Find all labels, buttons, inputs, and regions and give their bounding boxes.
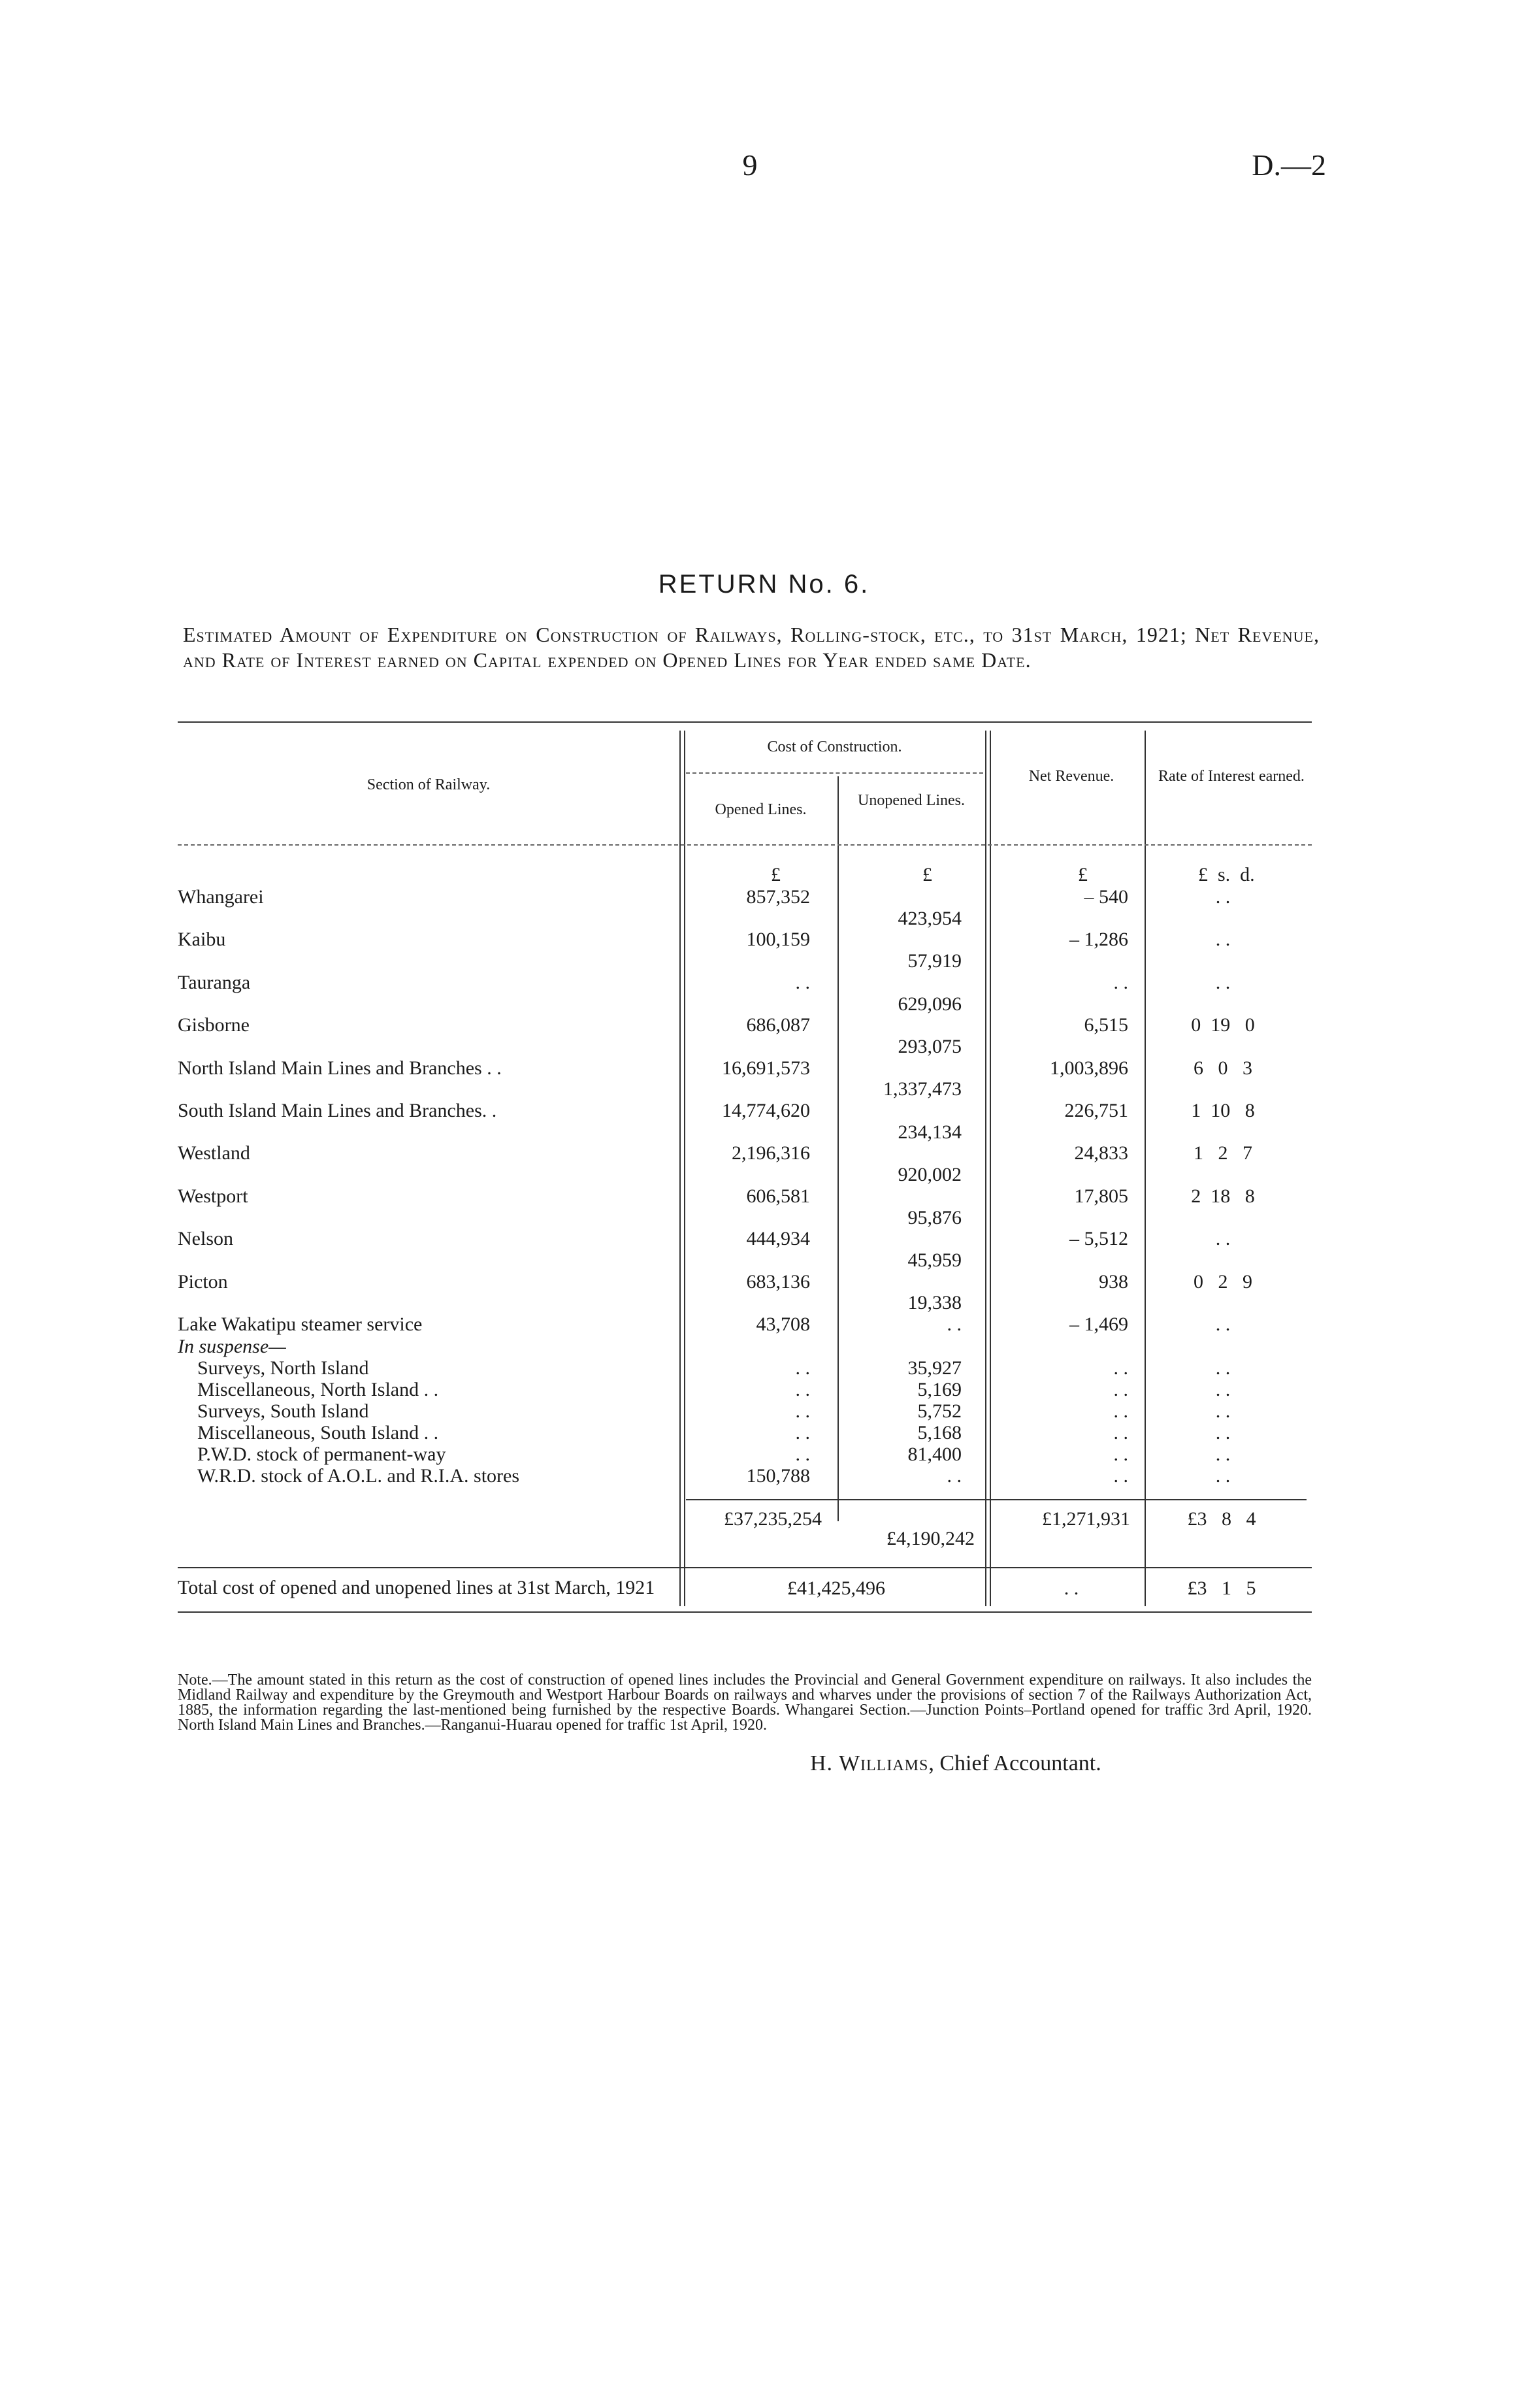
row-opened-lines: 686,087 <box>746 1014 810 1036</box>
row-unopened-lines: 1,337,473 <box>883 1078 962 1100</box>
row-section-label: Picton <box>178 1270 228 1293</box>
row-section-label: North Island Main Lines and Branches . . <box>178 1057 502 1079</box>
row-section-label: Gisborne <box>178 1014 250 1036</box>
row-rate-of-interest: . . <box>1215 1443 1231 1465</box>
grand-total-net: . . <box>1064 1577 1079 1599</box>
total-rate: £3 8 4 <box>1187 1508 1256 1530</box>
table-row <box>178 1228 1288 1249</box>
row-section-label: Surveys, North Island <box>197 1357 369 1379</box>
table-row <box>178 886 1288 908</box>
row-net-revenue: – 5,512 <box>1069 1228 1128 1250</box>
row-net-revenue: – 1,469 <box>1069 1313 1128 1335</box>
row-rate-of-interest: . . <box>1215 1357 1231 1379</box>
row-opened-lines: . . <box>795 1443 810 1465</box>
row-opened-lines: 150,788 <box>746 1465 810 1487</box>
row-opened-lines: . . <box>795 1400 810 1422</box>
row-unopened-lines: 81,400 <box>907 1443 962 1465</box>
table-row <box>178 1057 1288 1079</box>
table-row <box>178 1313 1288 1335</box>
row-opened-lines: 43,708 <box>756 1313 810 1335</box>
total-opened: £37,235,254 <box>724 1508 822 1530</box>
row-unopened-lines: . . <box>947 1465 962 1487</box>
suspense-row <box>178 1357 1288 1379</box>
row-net-revenue: 17,805 <box>1074 1185 1128 1207</box>
signature-title: , Chief Accountant. <box>928 1751 1101 1775</box>
row-section-label: W.R.D. stock of A.O.L. and R.I.A. stores <box>197 1465 520 1487</box>
unit-unopened: £ <box>922 864 932 885</box>
row-section-label: Surveys, South Island <box>197 1400 369 1422</box>
row-net-revenue: 1,003,896 <box>1050 1057 1128 1079</box>
row-rate-of-interest: . . <box>1215 1228 1231 1250</box>
table-row <box>178 1036 1288 1057</box>
row-unopened-lines: 293,075 <box>898 1035 962 1057</box>
table-row <box>178 1164 1288 1185</box>
document-reference: D.—2 <box>1252 148 1326 182</box>
total-unopened: £4,190,242 <box>886 1528 975 1549</box>
suspense-row <box>178 1465 1288 1487</box>
suspense-row <box>178 1400 1288 1422</box>
row-unopened-lines: 234,134 <box>898 1121 962 1143</box>
row-opened-lines: 606,581 <box>746 1185 810 1207</box>
table-row <box>178 1014 1288 1036</box>
table-row <box>178 1100 1288 1121</box>
row-unopened-lines: 19,338 <box>907 1292 962 1314</box>
grand-total-value: £41,425,496 <box>787 1577 885 1599</box>
row-rate-of-interest: 2 18 8 <box>1191 1185 1255 1207</box>
row-opened-lines: 100,159 <box>746 929 810 951</box>
row-opened-lines: . . <box>795 971 810 993</box>
row-rate-of-interest: . . <box>1215 971 1231 993</box>
row-section-label: Westport <box>178 1185 248 1207</box>
row-net-revenue: . . <box>1113 1357 1128 1379</box>
row-unopened-lines: 5,169 <box>917 1379 962 1400</box>
row-unopened-lines: 95,876 <box>907 1206 962 1229</box>
header-net-revenue: Net Revenue. <box>1028 768 1114 785</box>
row-unopened-lines: 45,959 <box>907 1249 962 1271</box>
row-net-revenue: . . <box>1113 1443 1128 1465</box>
row-opened-lines: . . <box>795 1422 810 1443</box>
row-rate-of-interest: . . <box>1215 1422 1231 1443</box>
row-rate-of-interest: 1 2 7 <box>1194 1142 1252 1164</box>
row-section-label: Westland <box>178 1142 250 1164</box>
grand-total-rate: £3 1 5 <box>1187 1577 1256 1599</box>
row-opened-lines: 444,934 <box>746 1228 810 1250</box>
row-net-revenue: 226,751 <box>1064 1100 1128 1121</box>
table-row <box>178 1207 1288 1229</box>
header-bottom-rule <box>178 844 1312 846</box>
row-section-label: Whangarei <box>178 886 264 908</box>
table-row <box>178 1271 1288 1293</box>
grand-total-rule <box>178 1567 1312 1568</box>
row-opened-lines: 2,196,316 <box>732 1142 810 1164</box>
row-net-revenue: . . <box>1113 1400 1128 1422</box>
row-rate-of-interest: 0 19 0 <box>1191 1014 1255 1036</box>
header-section: Section of Railway. <box>366 776 491 793</box>
table-row <box>178 1142 1288 1164</box>
row-rate-of-interest: 6 0 3 <box>1194 1057 1252 1079</box>
row-section-label: Kaibu <box>178 929 226 951</box>
suspense-row <box>178 1443 1288 1465</box>
row-rate-of-interest: 0 2 9 <box>1194 1270 1252 1293</box>
row-net-revenue: 24,833 <box>1074 1142 1128 1164</box>
header-rule <box>686 772 983 774</box>
suspense-heading: In suspense— <box>178 1336 286 1357</box>
total-net: £1,271,931 <box>1042 1508 1130 1530</box>
row-net-revenue: . . <box>1113 1379 1128 1400</box>
row-rate-of-interest: 1 10 8 <box>1191 1100 1255 1121</box>
row-net-revenue: . . <box>1113 1422 1128 1443</box>
table-top-rule <box>178 721 1312 723</box>
row-opened-lines: . . <box>795 1357 810 1379</box>
unit-opened: £ <box>771 864 781 885</box>
footnote: Note.—The amount stated in this return as the cost of construction of opened lines includes the Provincial and General Government expenditure on railways. It also includes the Midland Railway and expenditure by the Greymouth and Westport Harbour Boards on railways and wharves under the provisions of section 7 of the Railways Authorization Act, 1885, the information regarding the last-mentioned being furnished by the respective Boards. Whangarei Section.—Junction Points–Portland opened for traffic 3rd April, 1920. North Island Main Lines and Branches.—Ranganui-Huarau opened for traffic 1st April, 1920. <box>178 1672 1312 1734</box>
table-row <box>178 908 1288 929</box>
table-row <box>178 1292 1288 1313</box>
signature-name: H. Williams <box>810 1751 929 1775</box>
row-opened-lines: 857,352 <box>746 886 810 908</box>
totals-rule <box>686 1499 1307 1500</box>
header-unopened: Unopened Lines. <box>858 792 965 809</box>
table-row <box>178 1249 1288 1271</box>
unit-net: £ <box>1078 864 1088 885</box>
header-rate-of-interest: Rate of Interest earned. <box>1158 768 1305 785</box>
row-net-revenue: . . <box>1113 971 1128 993</box>
row-section-label: Tauranga <box>178 971 251 993</box>
table-row <box>178 1121 1288 1143</box>
grand-total-label: Total cost of opened and unopened lines at 31st March, 1921 <box>178 1577 655 1598</box>
row-rate-of-interest: . . <box>1215 886 1231 908</box>
row-section-label: Lake Wakatipu steamer service <box>178 1313 423 1335</box>
row-section-label: Miscellaneous, South Island . . <box>197 1422 439 1443</box>
header-opened: Opened Lines. <box>715 801 807 818</box>
row-rate-of-interest: . . <box>1215 1379 1231 1400</box>
row-section-label: South Island Main Lines and Branches. . <box>178 1100 497 1121</box>
return-subtitle: Estimated Amount of Expenditure on Construction of Railways, Rolling-stock, etc., to 31st March, 1921; Net Revenue, and Rate of Interest earned on Capital expended on Opened Lines for Year ended same Date. <box>183 623 1320 672</box>
row-unopened-lines: 423,954 <box>898 907 962 929</box>
header-cost-group: Cost of Construction. <box>767 738 902 755</box>
table-row <box>178 950 1288 972</box>
suspense-row <box>178 1422 1288 1443</box>
row-net-revenue: – 1,286 <box>1069 929 1128 951</box>
row-net-revenue: 6,515 <box>1084 1014 1128 1036</box>
table-bottom-rule <box>178 1611 1312 1613</box>
row-unopened-lines: 629,096 <box>898 993 962 1015</box>
row-section-label: Miscellaneous, North Island . . <box>197 1379 439 1400</box>
row-net-revenue: – 540 <box>1084 886 1128 908</box>
row-unopened-lines: 35,927 <box>907 1357 962 1379</box>
row-unopened-lines: 57,919 <box>907 950 962 972</box>
table-row <box>178 972 1288 993</box>
row-unopened-lines: 5,752 <box>917 1400 962 1422</box>
row-rate-of-interest: . . <box>1215 1400 1231 1422</box>
row-rate-of-interest: . . <box>1215 1313 1231 1335</box>
table-row <box>178 1185 1288 1207</box>
signature <box>810 1751 1307 1776</box>
row-section-label: P.W.D. stock of permanent-way <box>197 1443 446 1465</box>
return-title: RETURN No. 6. <box>658 570 870 599</box>
unit-rate: £ s. d. <box>1198 864 1255 885</box>
row-opened-lines: 14,774,620 <box>722 1100 810 1121</box>
row-net-revenue: . . <box>1113 1465 1128 1487</box>
row-opened-lines: 683,136 <box>746 1270 810 1293</box>
row-section-label: Nelson <box>178 1228 233 1250</box>
table-row <box>178 993 1288 1015</box>
table-row <box>178 1078 1288 1100</box>
page-number: 9 <box>742 148 758 182</box>
row-rate-of-interest: . . <box>1215 929 1231 951</box>
row-opened-lines: 16,691,573 <box>722 1057 810 1079</box>
table-row <box>178 929 1288 950</box>
row-unopened-lines: 920,002 <box>898 1164 962 1186</box>
row-opened-lines: . . <box>795 1379 810 1400</box>
row-unopened-lines: . . <box>947 1313 962 1335</box>
row-unopened-lines: 5,168 <box>917 1422 962 1443</box>
row-net-revenue: 938 <box>1099 1270 1128 1293</box>
row-rate-of-interest: . . <box>1215 1465 1231 1487</box>
suspense-row <box>178 1379 1288 1400</box>
